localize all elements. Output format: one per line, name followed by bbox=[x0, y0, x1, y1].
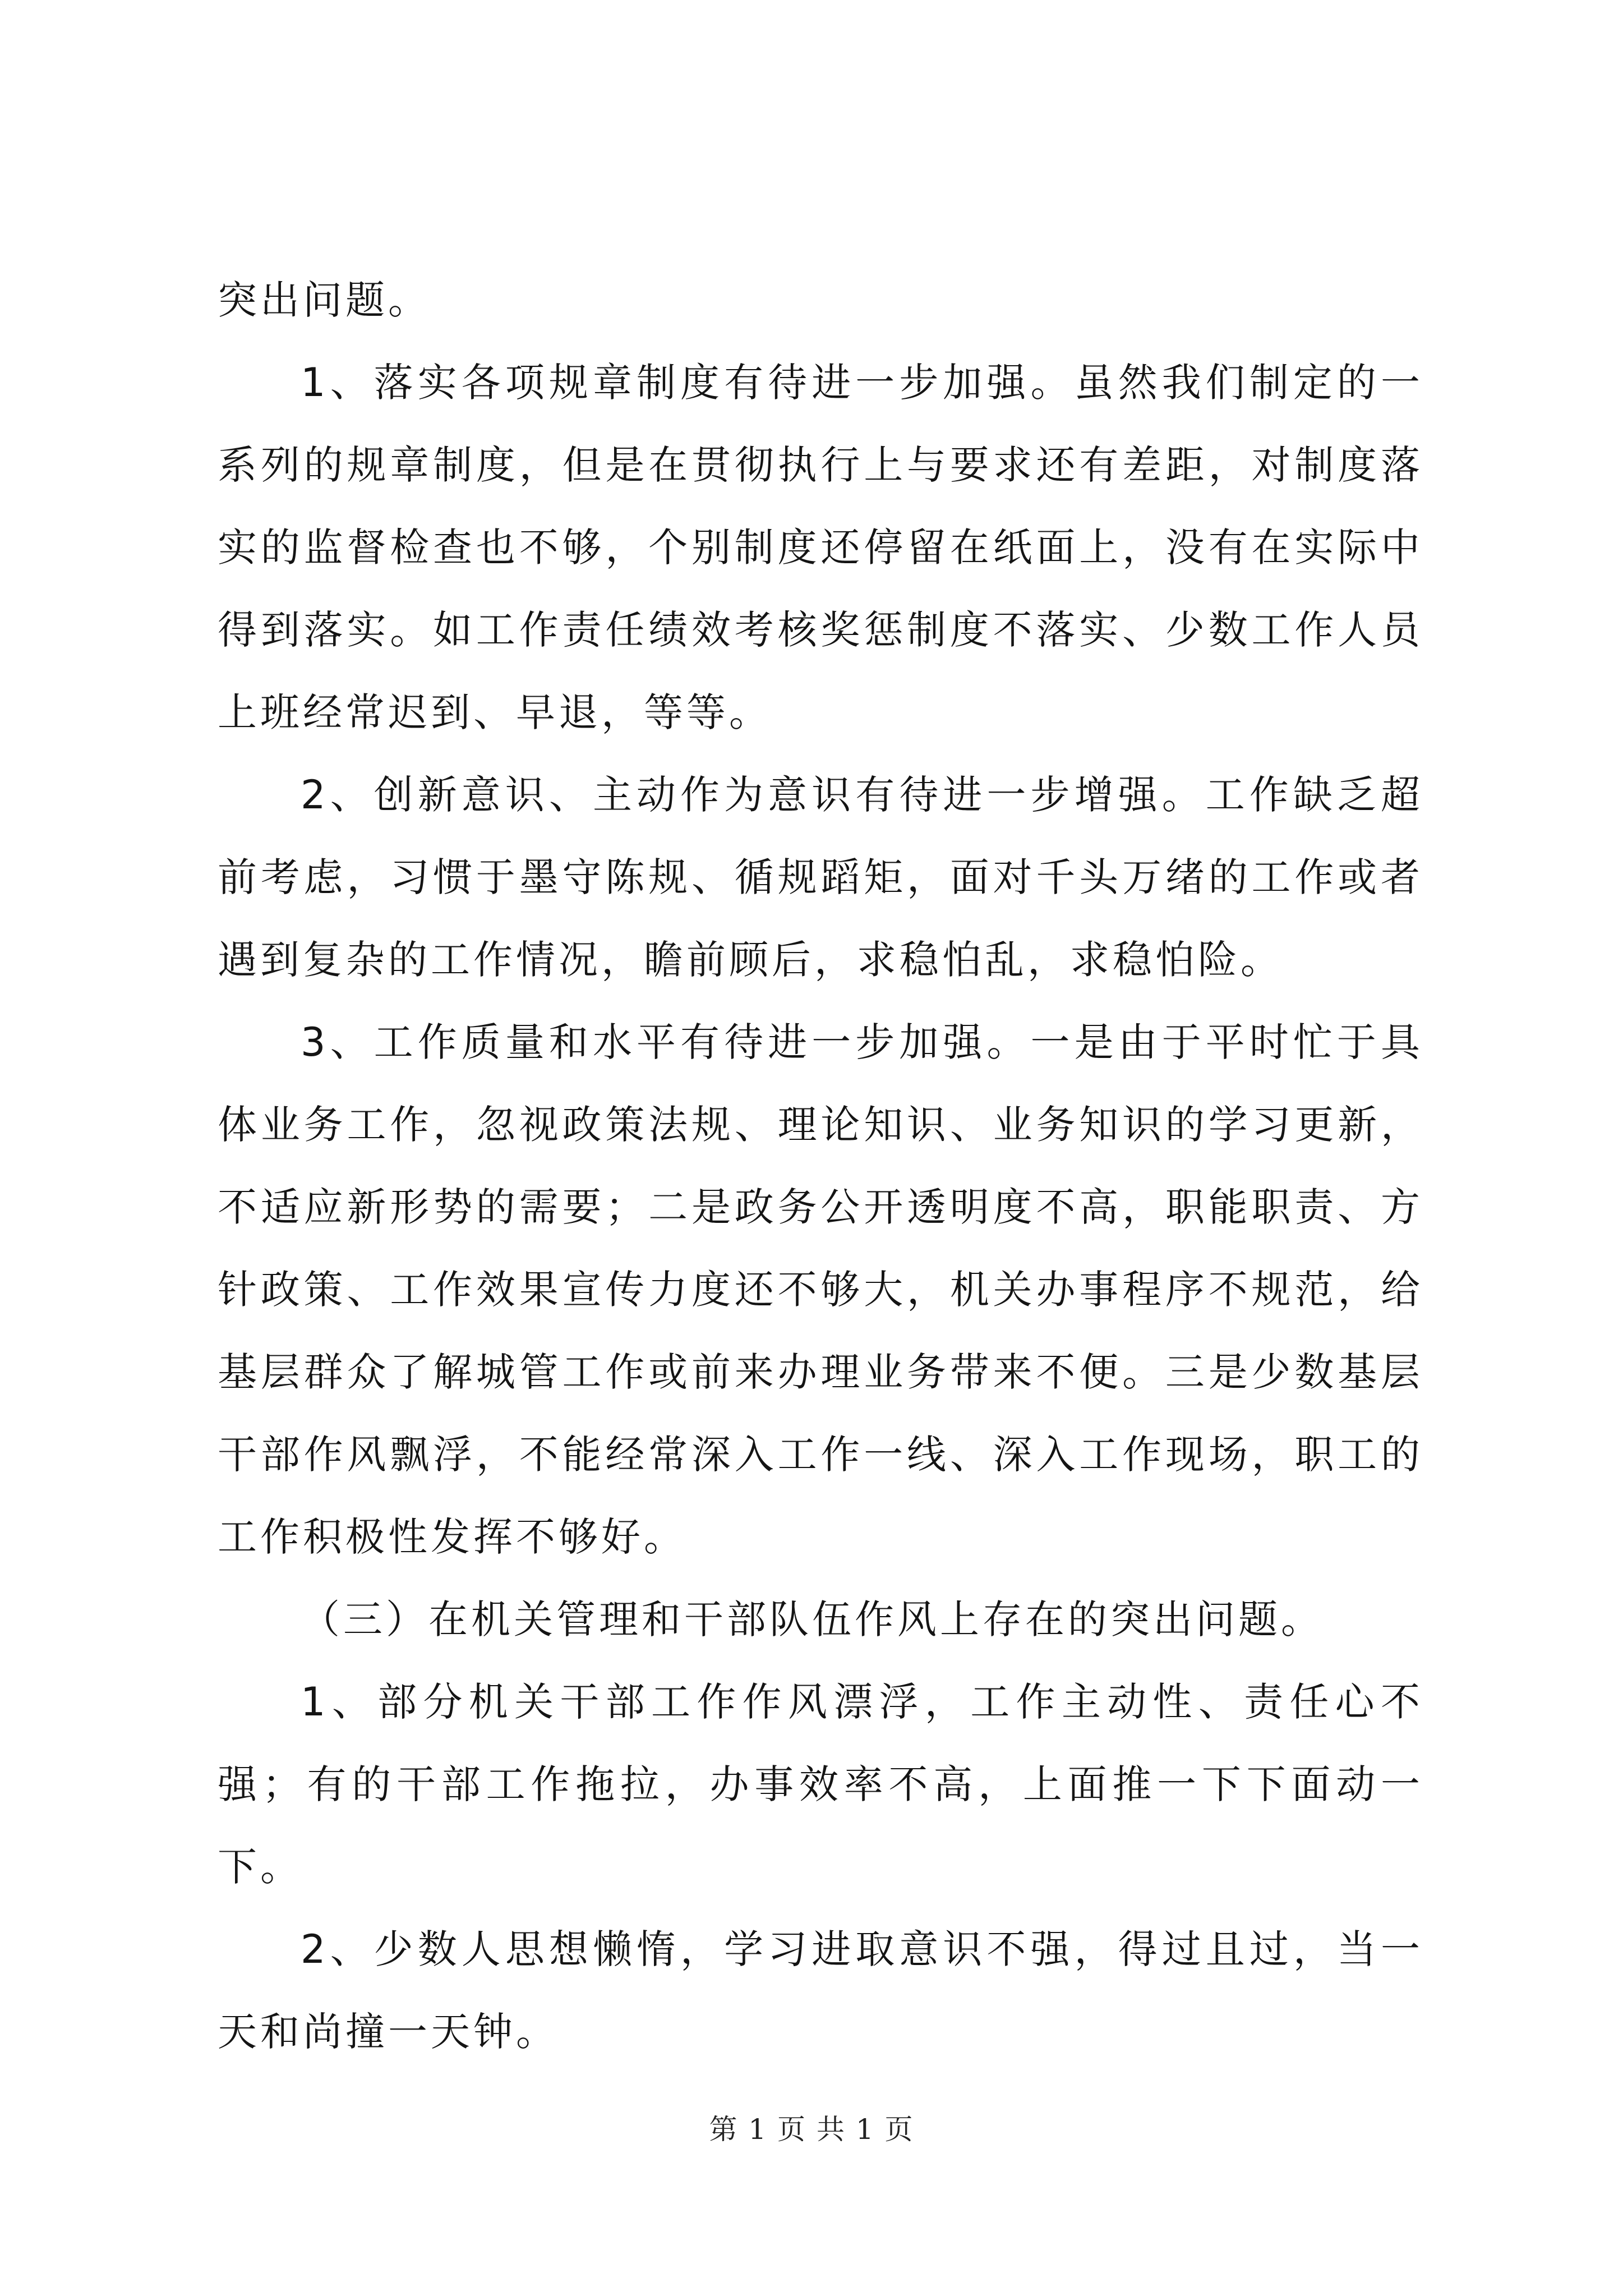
paragraph: 2、少数人思想懒惰，学习进取意识不强，得过且过，当一天和尚撞一天钟。 bbox=[218, 1926, 1423, 2055]
paragraph: 突出问题。 bbox=[218, 277, 431, 323]
paragraph: 1、部分机关干部工作作风漂浮，工作主动性、责任心不强；有的干部工作拖拉，办事效率不高，上面推一下下面动一下。 bbox=[218, 1679, 1423, 1890]
paragraph: 1、落实各项规章制度有待进一步加强。虽然我们制定的一系列的规章制度，但是在贯彻执行上与要求还有差距，对制度落实的监督检查也不够，个别制度还停留在纸面上，没有在实际中得到落实。如工作责任绩效考核奖惩制度不落实、少数工作人员上班经常迟到、早退，等等。 bbox=[218, 360, 1423, 735]
document-body bbox=[218, 259, 1423, 2073]
paragraph: 3、工作质量和水平有待进一步加强。一是由于平时忙于具体业务工作，忽视政策法规、理论知识、业务知识的学习更新，不适应新形势的需要；二是政务公开透明度不高，职能职责、方针政策、工作效果宣传力度还不够大，机关办事程序不规范，给基层群众了解城管工作或前来办理业务带来不便。三是少数基层干部作风飘浮，不能经常深入工作一线、深入工作现场，职工的工作积极性发挥不够好。 bbox=[218, 1019, 1423, 1560]
section-heading: （三）在机关管理和干部队伍作风上存在的突出问题。 bbox=[301, 1596, 1324, 1642]
paragraph: 2、创新意识、主动作为意识有待进一步增强。工作缺乏超前考虑，习惯于墨守陈规、循规蹈矩，面对千头万绪的工作或者遇到复杂的工作情况，瞻前顾后，求稳怕乱，求稳怕险。 bbox=[218, 772, 1423, 983]
page-number-footer: 第 1 页 共 1 页 bbox=[709, 2113, 914, 2146]
